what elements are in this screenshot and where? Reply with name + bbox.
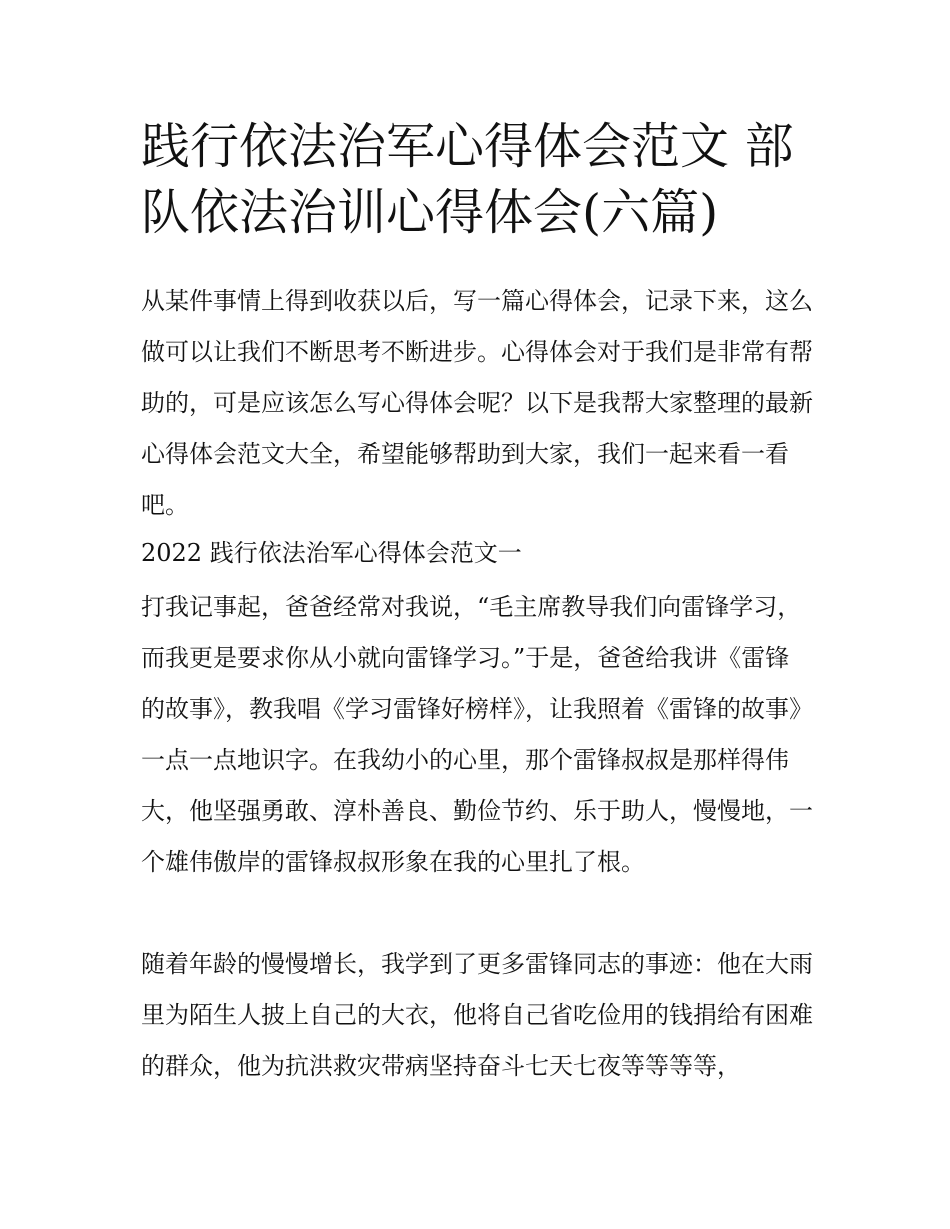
body-paragraph: 随着年龄的慢慢增长，我学到了更多雷锋同志的事迹：他在大雨里为陌生人披上自己的大衣，他将自己省吃俭用的钱捐给有困难的群众，他为抗洪救灾带病坚持奋斗七天七夜等等等等， <box>141 950 813 1080</box>
section-heading: 2022 践行依法治军心得体会范文一 <box>141 539 522 567</box>
body-paragraph: 打我记事起，爸爸经常对我说，“毛主席教导我们向雷锋学习，而我更是要求你从小就向雷锋学习。”于是，爸爸给我讲《雷锋的故事》，教我唱《学习雷锋好榜样》，让我照着《雷锋的故事》一点一点地识字。在我幼小的心里，那个雷锋叔叔是那样得伟大，他坚强勇敢、淳朴善良、勤俭节约、乐于助人，慢慢地，一个雄伟傲岸的雷锋叔叔形象在我的心里扎了根。 <box>141 593 813 876</box>
document-title: 践行依法治军心得体会范文 部队依法治训心得体会(六篇) <box>141 118 794 241</box>
intro-paragraph: 从某件事情上得到收获以后，写一篇心得体会，记录下来，这么做可以让我们不断思考不断进步。心得体会对于我们是非常有帮助的，可是应该怎么写心得体会呢？以下是我帮大家整理的最新心得体会范文大全，希望能够帮助到大家，我们一起来看一看吧。 <box>141 287 813 519</box>
